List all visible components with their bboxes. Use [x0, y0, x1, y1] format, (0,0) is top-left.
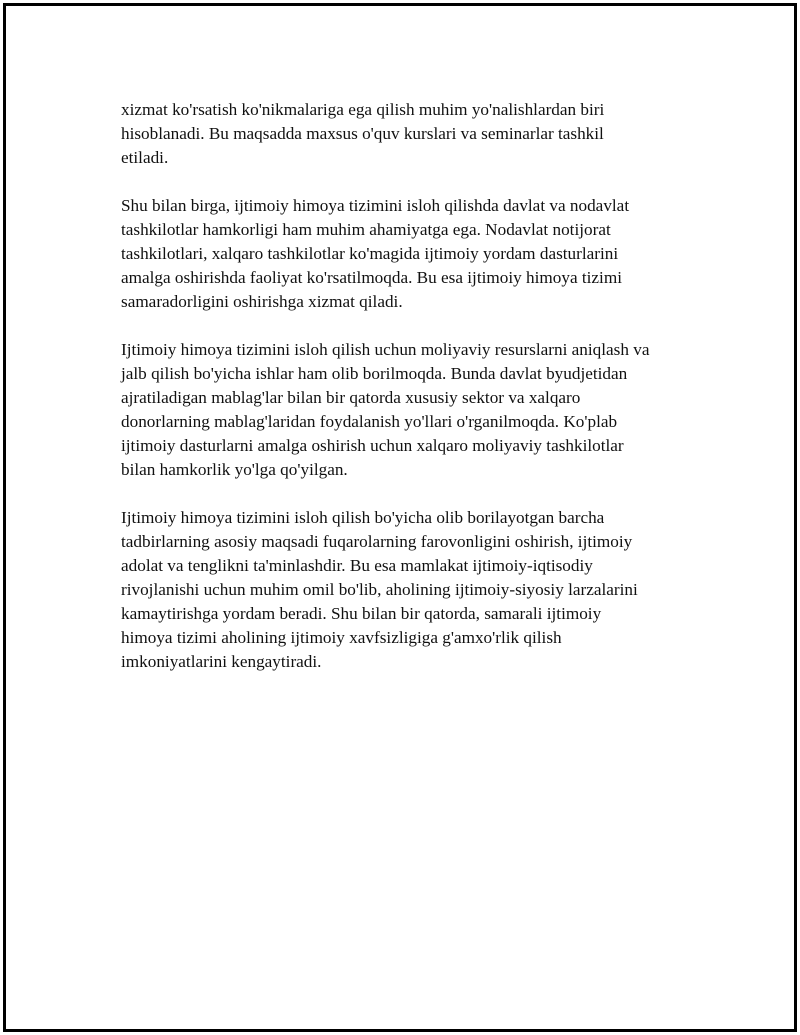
paragraph-1: xizmat ko'rsatish ko'nikmalariga ega qilish muhim yo'nalishlardan biri hisoblanadi. Bu maqsadda maxsus o'quv kurslari va seminarlar tashkil etiladi. — [121, 100, 605, 167]
paragraph-3: Ijtimoiy himoya tizimini isloh qilish uchun moliyaviy resurslarni aniqlash va jalb qilish bo'yicha ishlar ham olib borilmoqda. Bunda davlat byudjetidan ajratiladigan mablag'lar bilan bir qatorda xususiy sektor va xalqaro donorlarning mablag'laridan foydalanish yo'llari o'rganilmoqda. Ko'plab ijtimoiy dasturlarni amalga oshirish uchun xalqaro moliyaviy tashkilotlar bilan hamkorlik yo'lga qo'yilgan. — [121, 340, 650, 479]
paragraph-4: Ijtimoiy himoya tizimini isloh qilish bo'yicha olib borilayotgan barcha tadbirlarning asosiy maqsadi fuqarolarning farovonligini oshirish, ijtimoiy adolat va tenglikni ta'minlashdir. Bu esa mamlakat ijtimoiy-iqtisodiy rivojlanishi uchun muhim omil bo'lib, aholining ijtimoiy-siyosiy larzalarini kamaytirishga yordam beradi. Shu bilan bir qatorda, samarali ijtimoiy himoya tizimi aholining ijtimoiy xavfsizligiga g'amxo'rlik qilish imkoniyatlarini kengaytiradi. — [121, 508, 638, 671]
page-body — [121, 98, 701, 698]
page-frame — [3, 3, 797, 1032]
paragraph-2: Shu bilan birga, ijtimoiy himoya tizimini isloh qilishda davlat va nodavlat tashkilotlar hamkorligi ham muhim ahamiyatga ega. Nodavlat notijorat tashkilotlari, xalqaro tashkilotlar ko'magida ijtimoiy yordam dasturlarini amalga oshirishda faoliyat ko'rsatilmoqda. Bu esa ijtimoiy himoya tizimi samaradorligini oshirishga xizmat qiladi. — [121, 196, 630, 311]
